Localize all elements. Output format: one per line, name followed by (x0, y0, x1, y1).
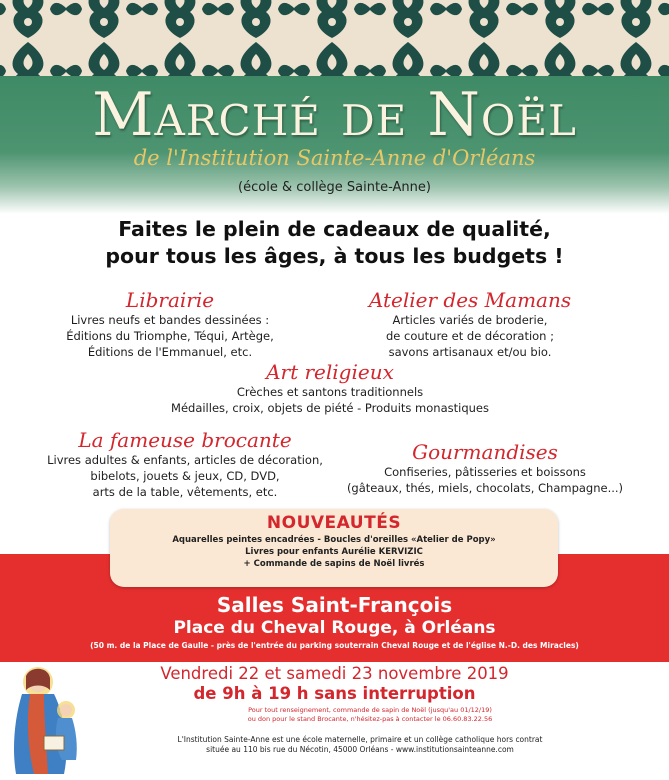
section-title: Gourmandises (412, 440, 558, 464)
section-line: arts de la table, vêtements, etc. (92, 485, 278, 499)
section-line: Articles variés de broderie, (392, 313, 548, 327)
saint-anne-illustration (4, 660, 86, 776)
page-title: Marché de Noël (92, 80, 577, 150)
contact-line: Pour tout renseignement, commande de sapin de Noël (jusqu'au 01/12/19) (248, 706, 492, 714)
section-line: Confiseries, pâtisseries et boissons (384, 465, 586, 479)
headline-line: pour tous les âges, à tous les budgets ! (105, 244, 564, 268)
footer (100, 735, 620, 755)
footer-line: L'Institution Sainte-Anne est une école maternelle, primaire et un collège catholique hors contrat (177, 735, 543, 744)
section-line: Médailles, croix, objets de piété - Produits monastiques (171, 401, 489, 415)
venue-detail: (50 m. de la Place de Gaulle - près de l'entrée du parking souterrain Cheval Rouge et de l'église N.-D. des Miracles) (90, 641, 579, 650)
contact-line: ou don pour le stand Brocante, n'hésitez-pas à contacter le 06.60.83.22.56 (247, 714, 493, 723)
section-line: Livres neufs et bandes dessinées : (70, 313, 270, 327)
section-art-religieux (130, 360, 530, 416)
footer-line: située au 110 bis rue du Nécotin, 45000 Orléans - www.institutionsainteanne.com (206, 745, 514, 754)
page-subtitle: de l'Institution Sainte-Anne d'Orléans (133, 146, 536, 170)
section-brocante (20, 428, 350, 500)
section-librairie (40, 288, 300, 360)
event-hours: de 9h à 19 h sans interruption (193, 684, 476, 703)
section-title: Librairie (125, 288, 215, 312)
section-line: Livres adultes & enfants, articles de décoration, (47, 453, 323, 467)
section-gourmandises (330, 440, 640, 496)
school-label: (école & collège Sainte-Anne) (238, 180, 431, 195)
event-dates: Vendredi 22 et samedi 23 novembre 2019 (160, 664, 509, 683)
venue-name: Salles Saint-François (216, 593, 453, 617)
section-title: Atelier des Mamans (368, 288, 572, 312)
contact-info (130, 706, 610, 723)
nouveautes-line: Aquarelles peintes encadrées - Boucles d'oreilles «Atelier de Popy» (172, 535, 496, 545)
nouveautes-box (110, 509, 558, 587)
headline-line: Faites le plein de cadeaux de qualité, (118, 217, 551, 241)
section-atelier (330, 288, 610, 360)
nouveautes-title: NOUVEAUTÉS (266, 513, 402, 533)
section-title: Art religieux (266, 360, 394, 384)
damask-pattern-banner (0, 0, 669, 76)
nouveautes-line: + Commande de sapins de Noël livrés (243, 559, 425, 569)
section-line: de couture et de décoration ; (385, 329, 555, 343)
section-title: La fameuse brocante (78, 428, 292, 452)
headline (0, 216, 669, 270)
section-line: Éditions de l'Emmanuel, etc. (87, 345, 253, 359)
venue-place: Place du Cheval Rouge, à Orléans (173, 618, 496, 638)
section-line: bibelots, jouets & jeux, CD, DVD, (90, 469, 280, 483)
section-line: Éditions du Triomphe, Téqui, Artège, (66, 329, 274, 343)
section-line: savons artisanaux et/ou bio. (388, 345, 552, 359)
nouveautes-line: Livres pour enfants Aurélie KERVIZIC (245, 547, 423, 557)
section-line: (gâteaux, thés, miels, chocolats, Champagne...) (346, 481, 624, 495)
section-line: Crèches et santons traditionnels (236, 385, 424, 399)
